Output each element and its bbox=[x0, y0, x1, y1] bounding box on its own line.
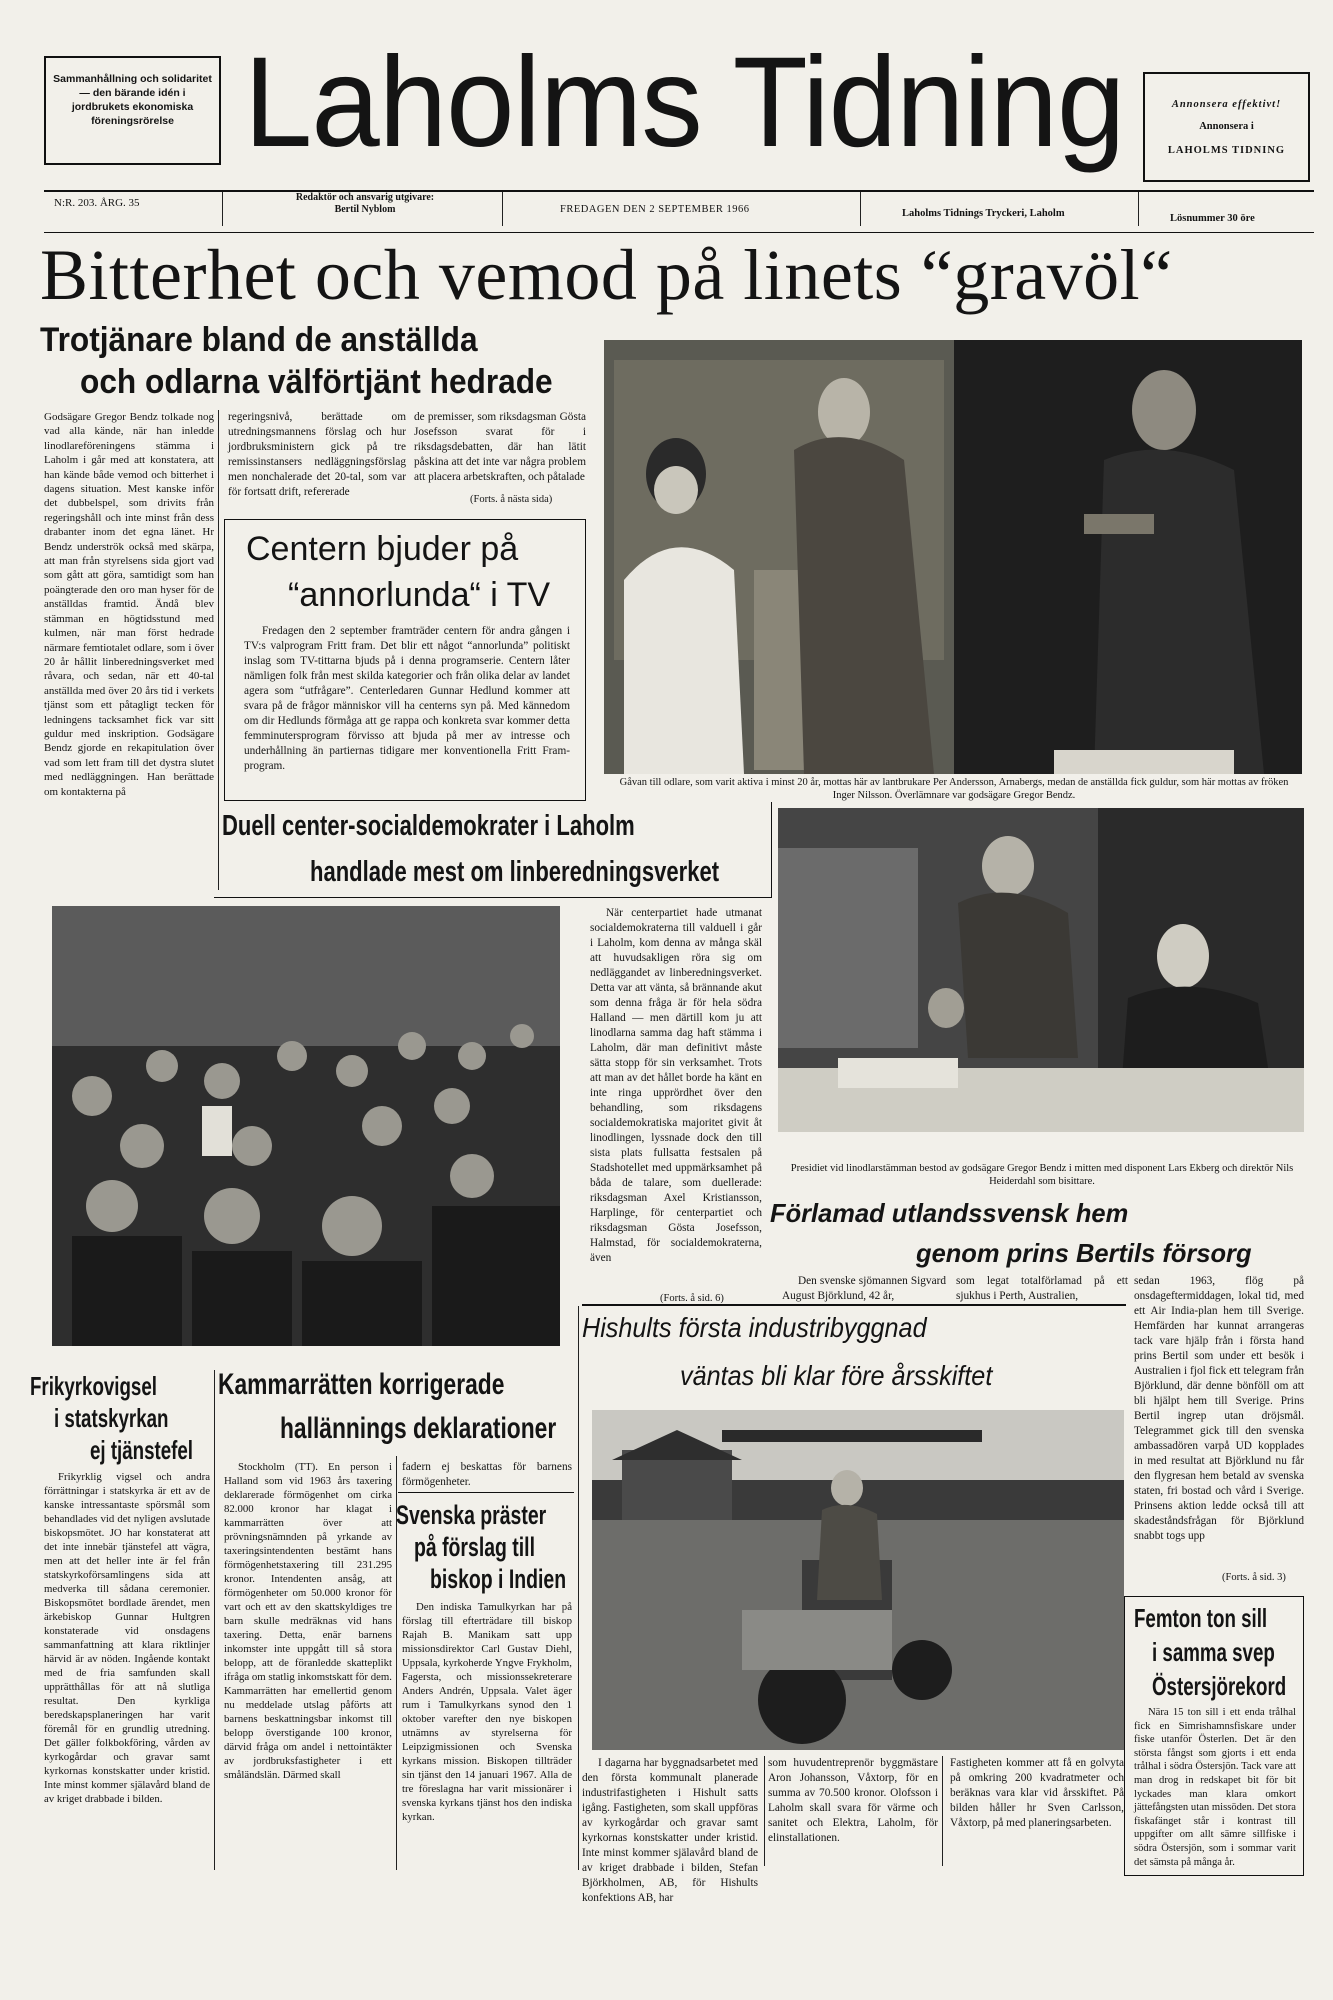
masthead-slogan: Sammanhållning och solidaritet — den bärande idén i jordbrukets ekonomiska föreningsrörelse bbox=[53, 73, 212, 127]
issue-date: FREDAGEN DEN 2 SEPTEMBER 1966 bbox=[560, 204, 750, 215]
church-headline-1: Frikyrkovigsel bbox=[30, 1371, 157, 1401]
audience-image bbox=[52, 906, 560, 1346]
rule-court bbox=[398, 1492, 574, 1493]
photo-audience bbox=[52, 906, 560, 1346]
masthead-title: Laholms Tidning bbox=[244, 31, 1125, 174]
court-column-2: fadern ej beskattas för barnens förmögenheter. bbox=[402, 1461, 572, 1488]
court-headline-2: hallännings deklarationer bbox=[280, 1412, 557, 1445]
duel-headline-1: Duell center-socialdemokrater i Laholm bbox=[222, 810, 635, 842]
divider bbox=[1138, 192, 1139, 226]
tv-headline-2: “annorlunda“ i TV bbox=[288, 576, 551, 614]
saved-continued: (Forts. å sid. 3) bbox=[1222, 1572, 1286, 1583]
column-rule bbox=[214, 1370, 215, 1870]
saved-column-2: som legat totalförlamad på ett sjukhus i Perth, Australien, bbox=[956, 1275, 1128, 1302]
industry-headline-2: väntas bli klar före årsskiftet bbox=[680, 1360, 993, 1391]
industry-column-1: I dagarna har byggnadsarbetet med den första kommunalt planerade industrifastigheten i Hishult satts igång. Fastigheten, som skall uppföras av kyrkogårdar och gravar samt kyrkornas konstskatter under kristid. Inte minst kommer själavård bland de av kriget drabbade i bilden, Stefan Björkholmen, AB, för Hishults konfektions AB, har bbox=[582, 1757, 758, 1904]
construction-image bbox=[592, 1410, 1124, 1750]
saved-column-1: Den svenske sjömannen Sigvard August Björklund, 42 år, bbox=[782, 1275, 946, 1302]
herring-headline-3: Östersjörekord bbox=[1152, 1671, 1287, 1701]
lead-continued: (Forts. å nästa sida) bbox=[470, 494, 553, 505]
church-headline-3: ej tjänstefel bbox=[90, 1435, 194, 1465]
editor-name: Bertil Nyblom bbox=[334, 204, 396, 215]
ad-slogan-1: Annonsera effektivt! bbox=[1171, 99, 1282, 110]
industry-column-3: Fastigheten kommer att få en golvyta på omkring 200 kvadratmeter och beräknas vara klar vid årsskiftet. På bilden håller hr Sven Carlsson, Våxtorp, på med planeringsarbeten. bbox=[950, 1757, 1124, 1829]
duel-continued: (Forts. å sid. 6) bbox=[660, 1293, 724, 1304]
divider bbox=[222, 192, 223, 226]
masthead-right-box bbox=[1143, 72, 1310, 182]
saved-column-3: sedan 1963, flög på onsdageftermiddagen, lokal tid, med ett Air India-plan hem till Sverige. Hemfärden har kunnat arrangeras tack vare hjälp från i första hand prins Bertil som under ett besök i Australien i fjol fick ett telegram från Björklund, där denne bönföll om att bli hjälpt hem till Sverige. Prins Bertil ingrep utan dröjsmål. Telegrammet gick till den svenska ambassadören varpå UD kopplades in med resultat att Björklund nu får den flygresan hem betald av svenska staten, fri bostad och vård i Sverige. Prinsens aktion ledde också till att skadeståndsfrågan för Björklund snabbt togs upp bbox=[1134, 1275, 1304, 1542]
rule-top bbox=[44, 190, 1314, 192]
herring-body: Nära 15 ton sill i ett enda trålhal fick en Simrishamnsfiskare under fiske utanför Österlen. Det är den största fångst som gjorts i ett enda trålhal i södra Östersjön. Tack vare att man drog in redskapet bit för bit lyckades man klara omkort jättefångsten utan missöden. Det stora fiskafänget står i kontrast till uppgifter om allt sämre sillfiske i södra Östersjön, som i sommar varit det sämsta på många år. bbox=[1134, 1707, 1296, 1868]
editor-label: Redaktör och ansvarig utgivare: bbox=[295, 192, 435, 203]
award-ceremony-image bbox=[604, 340, 1302, 774]
column-rule bbox=[942, 1756, 943, 1866]
industry-column-2: som huvudentreprenör byggmästare Aron Johansson, Våxtorp, för en summa av 70.500 kronor. Olofsson i Laholm skall svara för värme och sanitet och Elektra, Laholm, för elinstallationen. bbox=[768, 1757, 938, 1844]
lead-column-3: de premisser, som riksdagsman Gösta Josefsson svarat för i riksdagsdebatten, där han lätit påskina att det inte var några problem att placera arbetskraften, och påtalade bbox=[414, 411, 586, 483]
industry-headline-1: Hishults första industribyggnad bbox=[582, 1312, 927, 1343]
photo-award-ceremony bbox=[604, 340, 1302, 774]
lead-column-1: Godsägare Gregor Bendz tolkade nog vad alla kände, när han inledde linodlareföreningens stämma i Laholm i går med att konstatera, att han kände både vemod och bitterhet i dagens situation. Mest kanske inför det dubbelspel, som drivits från regeringshåll och inte minst från dess drabanter inom det egna länet. Hr Bendz underströk också med skärpa, att man från styrelsens sida gjort vad som gått att göra, samtidigt som han poängterade den oro man hyser för de anställdas framtid. Ändå blev stämman en högtidsstund med kulmen, när man först hedrade närmare femtiotalet odlare, som i över 20 år hållit linberedningsverket med råvara, och sedan, när ett 40-tal anställda med över 20 års tid i verkets tjänst som ett påtagligt tecken för ledningens tacksamhet fick var sitt guldur med inskription. Godsägare Bendz gjorde en rekapitulation över vad som lett fram till det dystra slutet med nedläggningen. Han berättade om kontakterna på bbox=[44, 411, 214, 798]
photo-award-caption: Gåvan till odlare, som varit aktiva i minst 20 år, mottas här av lantbrukare Per Andersson, Arnabergs, medan de anställda fick guldur, som här mottas av fröken Inger Nilsson. Överlämnare var godsägare Gregor Bendz. bbox=[619, 777, 1289, 801]
court-column-1: Stockholm (TT). En person i Halland som vid 1963 års taxering deklarerade förmögenhet om cirka 82.000 kronor har klagat i kammarrätten över att prövningsnämnden på yrkande av taxeringsintendenten bestämt hans förmögenhetstaxering till 231.295 kronor. Intendenten ansåg, att förmögenheter om 50.000 kronor för vart och ett av den skattskyldiges tre barn skulle medräknas vid hans taxering. Detta, enär barnens inkomster inte uppgått till så stora belopp, att de föranledde skatteplikt ifråga om statlig inkomstskatt för dem. Kammarrätten har emellertid genom nu meddelade utslag påförts att barnens beskattningsbar inkomst till belopp överstigande 100 kronor, därvid fråga om andel i nettointäkter av jordbruksfastigheter i ett småländslän. Därmed skall bbox=[224, 1461, 392, 1781]
priests-headline-1: Svenska präster bbox=[396, 1500, 547, 1530]
divider bbox=[502, 192, 503, 226]
duel-box-rule bbox=[214, 802, 772, 898]
column-rule bbox=[764, 1756, 765, 1866]
duel-headline-2: handlade mest om linberedningsverket bbox=[310, 856, 720, 888]
herring-headline-1: Femton ton sill bbox=[1134, 1603, 1268, 1633]
lead-column-2: regeringsnivå, berättade om utredningsmannens förslag och hur jordbruksministern gick på tre remissinstansers nedläggningsförslag men nonchalerade det 20-tal, som var för fortsatt drift, refererade bbox=[228, 411, 406, 498]
rule-saved bbox=[582, 1304, 1126, 1306]
presidium-image bbox=[778, 808, 1304, 1132]
issue-number: N:R. 203. ÅRG. 35 bbox=[54, 197, 140, 209]
ad-slogan-3: LAHOLMS TIDNING bbox=[1167, 145, 1286, 156]
photo-construction-site bbox=[592, 1410, 1124, 1750]
ad-slogan-2: Annonsera i bbox=[1199, 121, 1254, 132]
priests-headline-2: på förslag till bbox=[414, 1532, 535, 1562]
duel-body: När centerpartiet hade utmanat socialdemokraterna till valduell i går i Laholm, kom denna av många skäl att huvudsakligen röra sig om nedläggandet av linberedningsverket. Detta var att vänta, så brännande akut som denna fråga är för hela södra Halland — men därtill kom ju att linodlarna samma dag haft stämma i Laholm, där man definitivt måste sätta stopp för sin verksamhet. Trots att man av det hållet borde ha känt en inte ringa upprördhet över den behandling, som riksdagens socialdemokratiska majoritet givit åt linodlingen, lyssnade dock den till sista plats fullsatta festsalen på Stadshotellet med uppmärksamhet på båda de talare, som duellerade: riksdagsman Axel Kristiansson, Harplinge, för centerpartiet och riksdagsman Gösta Josefsson, Halmstad, för socialdemokraterna, även bbox=[590, 907, 762, 1264]
column-rule bbox=[578, 1306, 579, 1870]
editor-info bbox=[240, 192, 490, 216]
priests-body: Den indiska Tamulkyrkan har på förslag till efterträdare till biskop Rajah B. Manikam satt upp missionsdirektor Carl Gustav Diehl, Uppsala, kyrkoherde Yngve Frykholm, Fagersta, och missionssekreterare Anders Andrén, Uppsala. Valet äger rum i Tamulkyrkans synod den 1 oktober varefter den nye biskopen utnämns av styrelserna för Leipzigmissionen och Svenska kyrkans mission. Biskopen tillträder sin tjänst den 14 januari 1967. Alla de tre föreslagna har varit missionärer i svenska kyrkans tjänst hos den indiska kyrkan. bbox=[402, 1601, 572, 1823]
church-headline-2: i statskyrkan bbox=[54, 1403, 169, 1433]
printer: Laholms Tidnings Tryckeri, Laholm bbox=[902, 208, 1065, 219]
saved-headline-1: Förlamad utlandssvensk hem bbox=[770, 1198, 1129, 1228]
divider bbox=[860, 192, 861, 226]
photo-presidium-caption: Presidiet vid linodlarstämman bestod av godsägare Gregor Bendz i mitten med disponent Lars Ekberg och direktör Nils Heiderdahl som bisittare. bbox=[790, 1163, 1294, 1187]
court-headline-1: Kammarrätten korrigerade bbox=[218, 1368, 505, 1401]
herring-headline-2: i samma svep bbox=[1152, 1637, 1275, 1667]
church-body: Frikyrklig vigsel och andra förrättningar i statskyrka är ett av de kanske intressantaste spörsmål som behandlades vid det nyligen avslutade biskopsmötet. JO har konstaterat att det inte innebär tjänstefel att vägra, men att det heller inte är fel från statskyrkoförsamlingens sida att medverka till sådana ceremonier. Biskopsmötet bordlade ärendet, men ärkebiskop Gunnar Hultgren konstaterade vid onsdagens sammanfattning att klara riktlinjer härvid är av nöden. Ingående kontakt med de fria samfunden skall upprätthållas för att nå slutliga resultat. Den kyrkliga beredskapsplaneringen har varit föremål för en grundlig utredning. Det gäller folkbokföring, vården av kyrkogårdar och gravar samt kyrkornas konstskatter under kristid. Inte minst kommer själavård bland de av kriget drabbade i bilden. bbox=[44, 1471, 210, 1805]
lead-subhead-2: och odlarna välförtjänt hedrade bbox=[80, 363, 553, 401]
masthead-left-box bbox=[44, 56, 221, 165]
priests-headline-3: biskop i Indien bbox=[430, 1564, 567, 1594]
tv-headline-1: Centern bjuder på bbox=[246, 530, 519, 568]
tv-body: Fredagen den 2 september framträder centern för andra gången i TV:s valprogram Fritt fram. Det blir ett något “annorlunda” politiskt inslag som TV-tittarna bjuds på i denna programserie. Centern låter nämligen folk från mest skilda kategorier och från olika delar av landet agera som “utfrågare”. Centerledaren Gunnar Hedlund kommer att svara på de frågor människor vill ha centerns syn på. Med kännedom om dir Hedlunds förmåga att ge rappa och konkreta svar kommer detta femminutersprogram förvisso att bjuda på mer av intresse och underhållning än partiernas tidigare mer konventionella Fritt Fram-program. bbox=[244, 625, 570, 772]
photo-presidium bbox=[778, 808, 1304, 1132]
lead-headline: Bitterhet och vemod på linets “gravöl“ bbox=[40, 235, 1173, 315]
price: Lösnummer 30 öre bbox=[1170, 213, 1255, 224]
lead-subhead-1: Trotjänare bland de anställda bbox=[40, 321, 478, 359]
saved-headline-2: genom prins Bertils försorg bbox=[916, 1238, 1252, 1268]
